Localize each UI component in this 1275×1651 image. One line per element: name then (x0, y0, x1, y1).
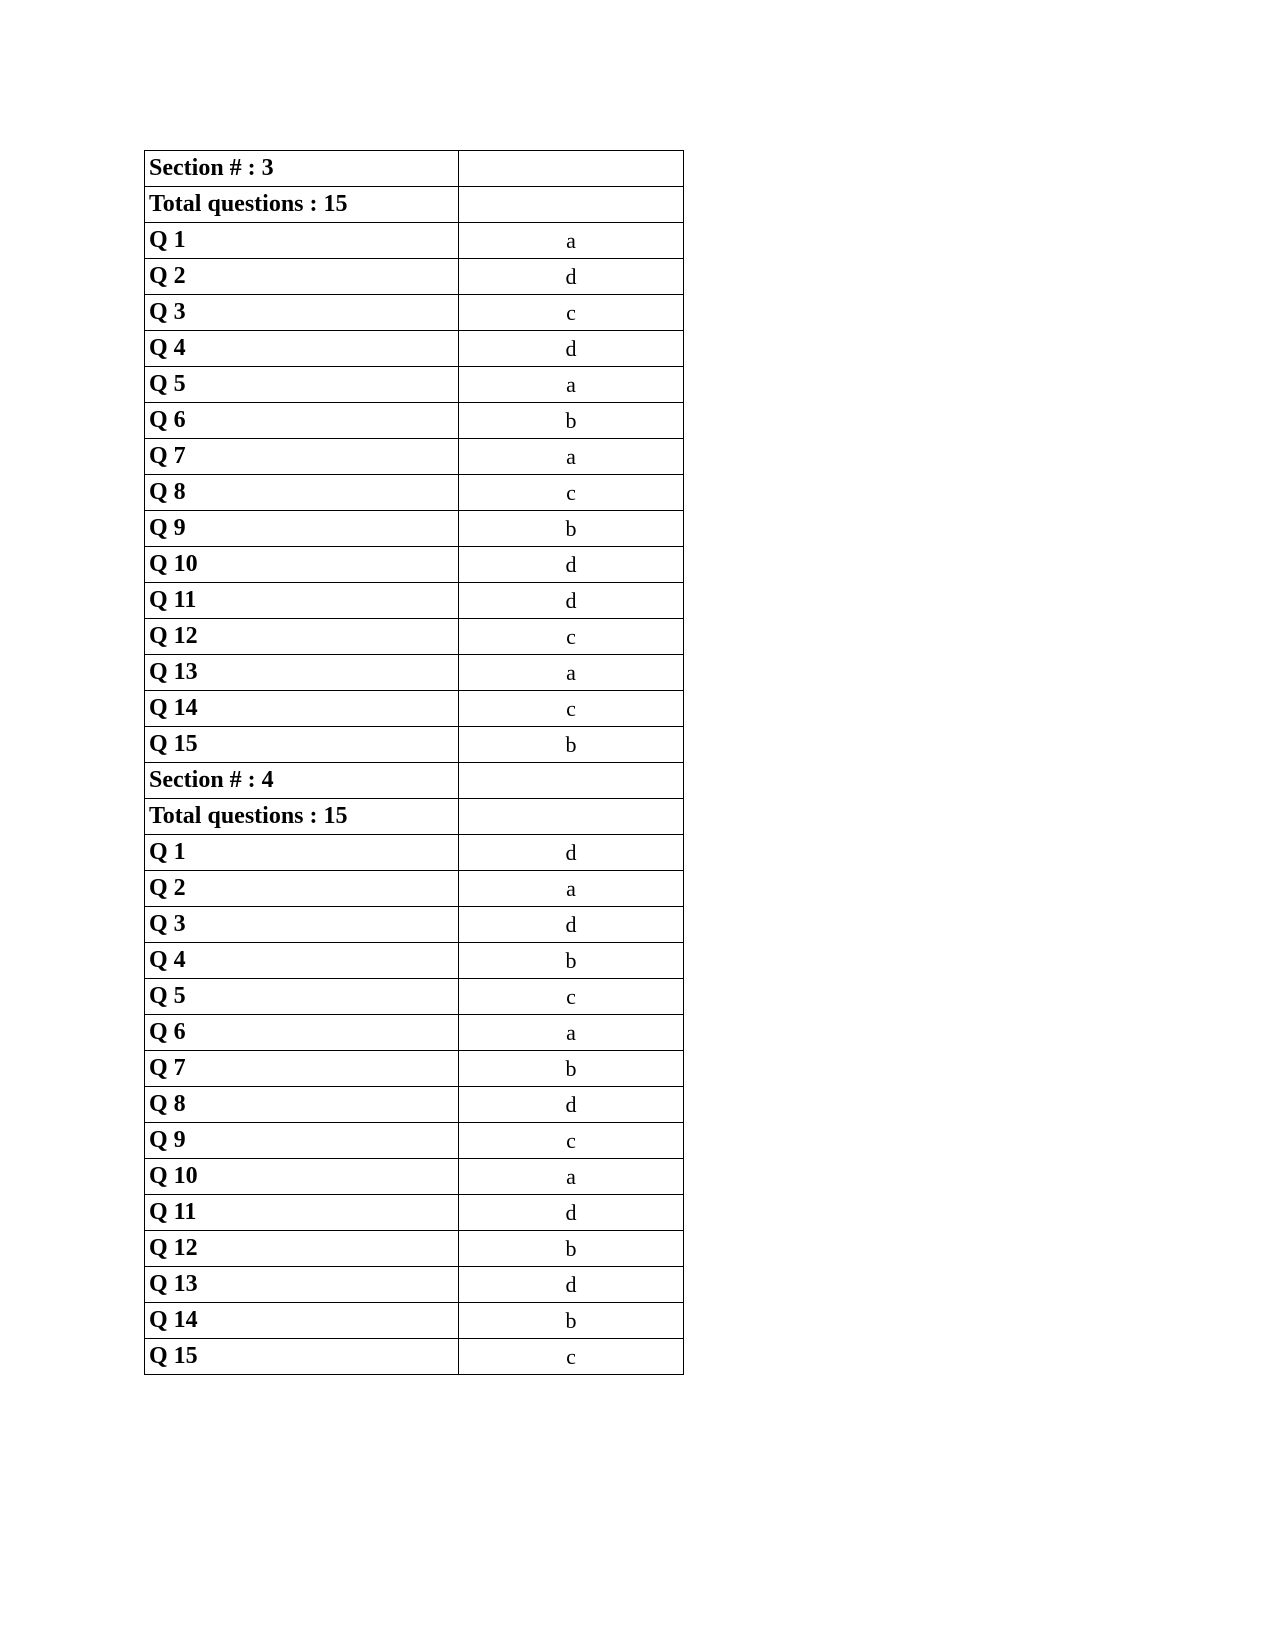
question-row-label: Q 4 (145, 943, 459, 979)
question-row-label: Q 13 (145, 655, 459, 691)
question-row (145, 1015, 684, 1051)
question-row-label: Q 5 (145, 367, 459, 403)
question-row-label: Q 1 (145, 835, 459, 871)
question-row (145, 1123, 684, 1159)
question-row (145, 691, 684, 727)
section-title-row-label: Section # : 4 (145, 763, 459, 799)
question-row (145, 1339, 684, 1375)
question-row-label: Q 4 (145, 331, 459, 367)
question-row-answer: c (459, 979, 684, 1015)
question-row-label: Q 15 (145, 1339, 459, 1375)
question-row-label: Q 1 (145, 223, 459, 259)
question-row-answer: b (459, 1231, 684, 1267)
question-row (145, 907, 684, 943)
question-row-answer: a (459, 655, 684, 691)
question-row-answer: b (459, 1051, 684, 1087)
question-row-answer: b (459, 943, 684, 979)
question-row-answer: d (459, 907, 684, 943)
question-row-answer: d (459, 1087, 684, 1123)
question-row-label: Q 9 (145, 511, 459, 547)
question-row (145, 547, 684, 583)
question-row-answer: b (459, 1303, 684, 1339)
question-row-answer: c (459, 475, 684, 511)
question-row (145, 583, 684, 619)
question-row-label: Q 10 (145, 547, 459, 583)
section-total-row-answer (459, 187, 684, 223)
answer-key-table (144, 150, 684, 1375)
section-total-row-label: Total questions : 15 (145, 187, 459, 223)
question-row-answer: d (459, 331, 684, 367)
question-row-answer: b (459, 727, 684, 763)
question-row (145, 979, 684, 1015)
question-row-label: Q 2 (145, 871, 459, 907)
question-row (145, 367, 684, 403)
question-row-label: Q 13 (145, 1267, 459, 1303)
question-row (145, 1195, 684, 1231)
question-row-answer: d (459, 259, 684, 295)
question-row-label: Q 6 (145, 1015, 459, 1051)
question-row-label: Q 6 (145, 403, 459, 439)
question-row-label: Q 7 (145, 439, 459, 475)
question-row (145, 1051, 684, 1087)
question-row-answer: d (459, 583, 684, 619)
question-row (145, 511, 684, 547)
question-row (145, 1303, 684, 1339)
question-row-answer: c (459, 295, 684, 331)
section-title-row (145, 151, 684, 187)
question-row (145, 943, 684, 979)
question-row-label: Q 2 (145, 259, 459, 295)
question-row (145, 295, 684, 331)
section-total-row (145, 187, 684, 223)
question-row-answer: a (459, 871, 684, 907)
question-row-label: Q 14 (145, 691, 459, 727)
question-row-answer: d (459, 547, 684, 583)
question-row (145, 655, 684, 691)
question-row-answer: c (459, 1123, 684, 1159)
question-row (145, 1267, 684, 1303)
question-row-answer: b (459, 511, 684, 547)
question-row-answer: d (459, 1195, 684, 1231)
section-title-row-answer (459, 151, 684, 187)
question-row-answer: a (459, 439, 684, 475)
question-row-answer: c (459, 619, 684, 655)
section-total-row-answer (459, 799, 684, 835)
question-row-label: Q 5 (145, 979, 459, 1015)
question-row-answer: a (459, 1015, 684, 1051)
question-row (145, 1231, 684, 1267)
question-row-label: Q 8 (145, 475, 459, 511)
question-row (145, 871, 684, 907)
question-row (145, 727, 684, 763)
question-row (145, 619, 684, 655)
section-title-row-label: Section # : 3 (145, 151, 459, 187)
question-row (145, 259, 684, 295)
question-row-label: Q 12 (145, 1231, 459, 1267)
question-row (145, 835, 684, 871)
question-row (145, 403, 684, 439)
section-total-row (145, 799, 684, 835)
answer-key-body (145, 151, 684, 1375)
question-row-answer: b (459, 403, 684, 439)
question-row-label: Q 9 (145, 1123, 459, 1159)
question-row-answer: a (459, 367, 684, 403)
section-total-row-label: Total questions : 15 (145, 799, 459, 835)
question-row-answer: d (459, 1267, 684, 1303)
question-row-label: Q 11 (145, 1195, 459, 1231)
question-row-label: Q 8 (145, 1087, 459, 1123)
section-title-row (145, 763, 684, 799)
question-row-label: Q 7 (145, 1051, 459, 1087)
section-title-row-answer (459, 763, 684, 799)
question-row (145, 439, 684, 475)
question-row (145, 223, 684, 259)
question-row-label: Q 15 (145, 727, 459, 763)
question-row-answer: a (459, 223, 684, 259)
question-row-label: Q 3 (145, 907, 459, 943)
question-row (145, 331, 684, 367)
question-row (145, 1159, 684, 1195)
question-row-label: Q 11 (145, 583, 459, 619)
question-row-answer: c (459, 1339, 684, 1375)
question-row-answer: d (459, 835, 684, 871)
question-row-label: Q 14 (145, 1303, 459, 1339)
question-row-label: Q 10 (145, 1159, 459, 1195)
question-row-label: Q 3 (145, 295, 459, 331)
question-row-answer: c (459, 691, 684, 727)
question-row-answer: a (459, 1159, 684, 1195)
question-row (145, 475, 684, 511)
question-row-label: Q 12 (145, 619, 459, 655)
question-row (145, 1087, 684, 1123)
